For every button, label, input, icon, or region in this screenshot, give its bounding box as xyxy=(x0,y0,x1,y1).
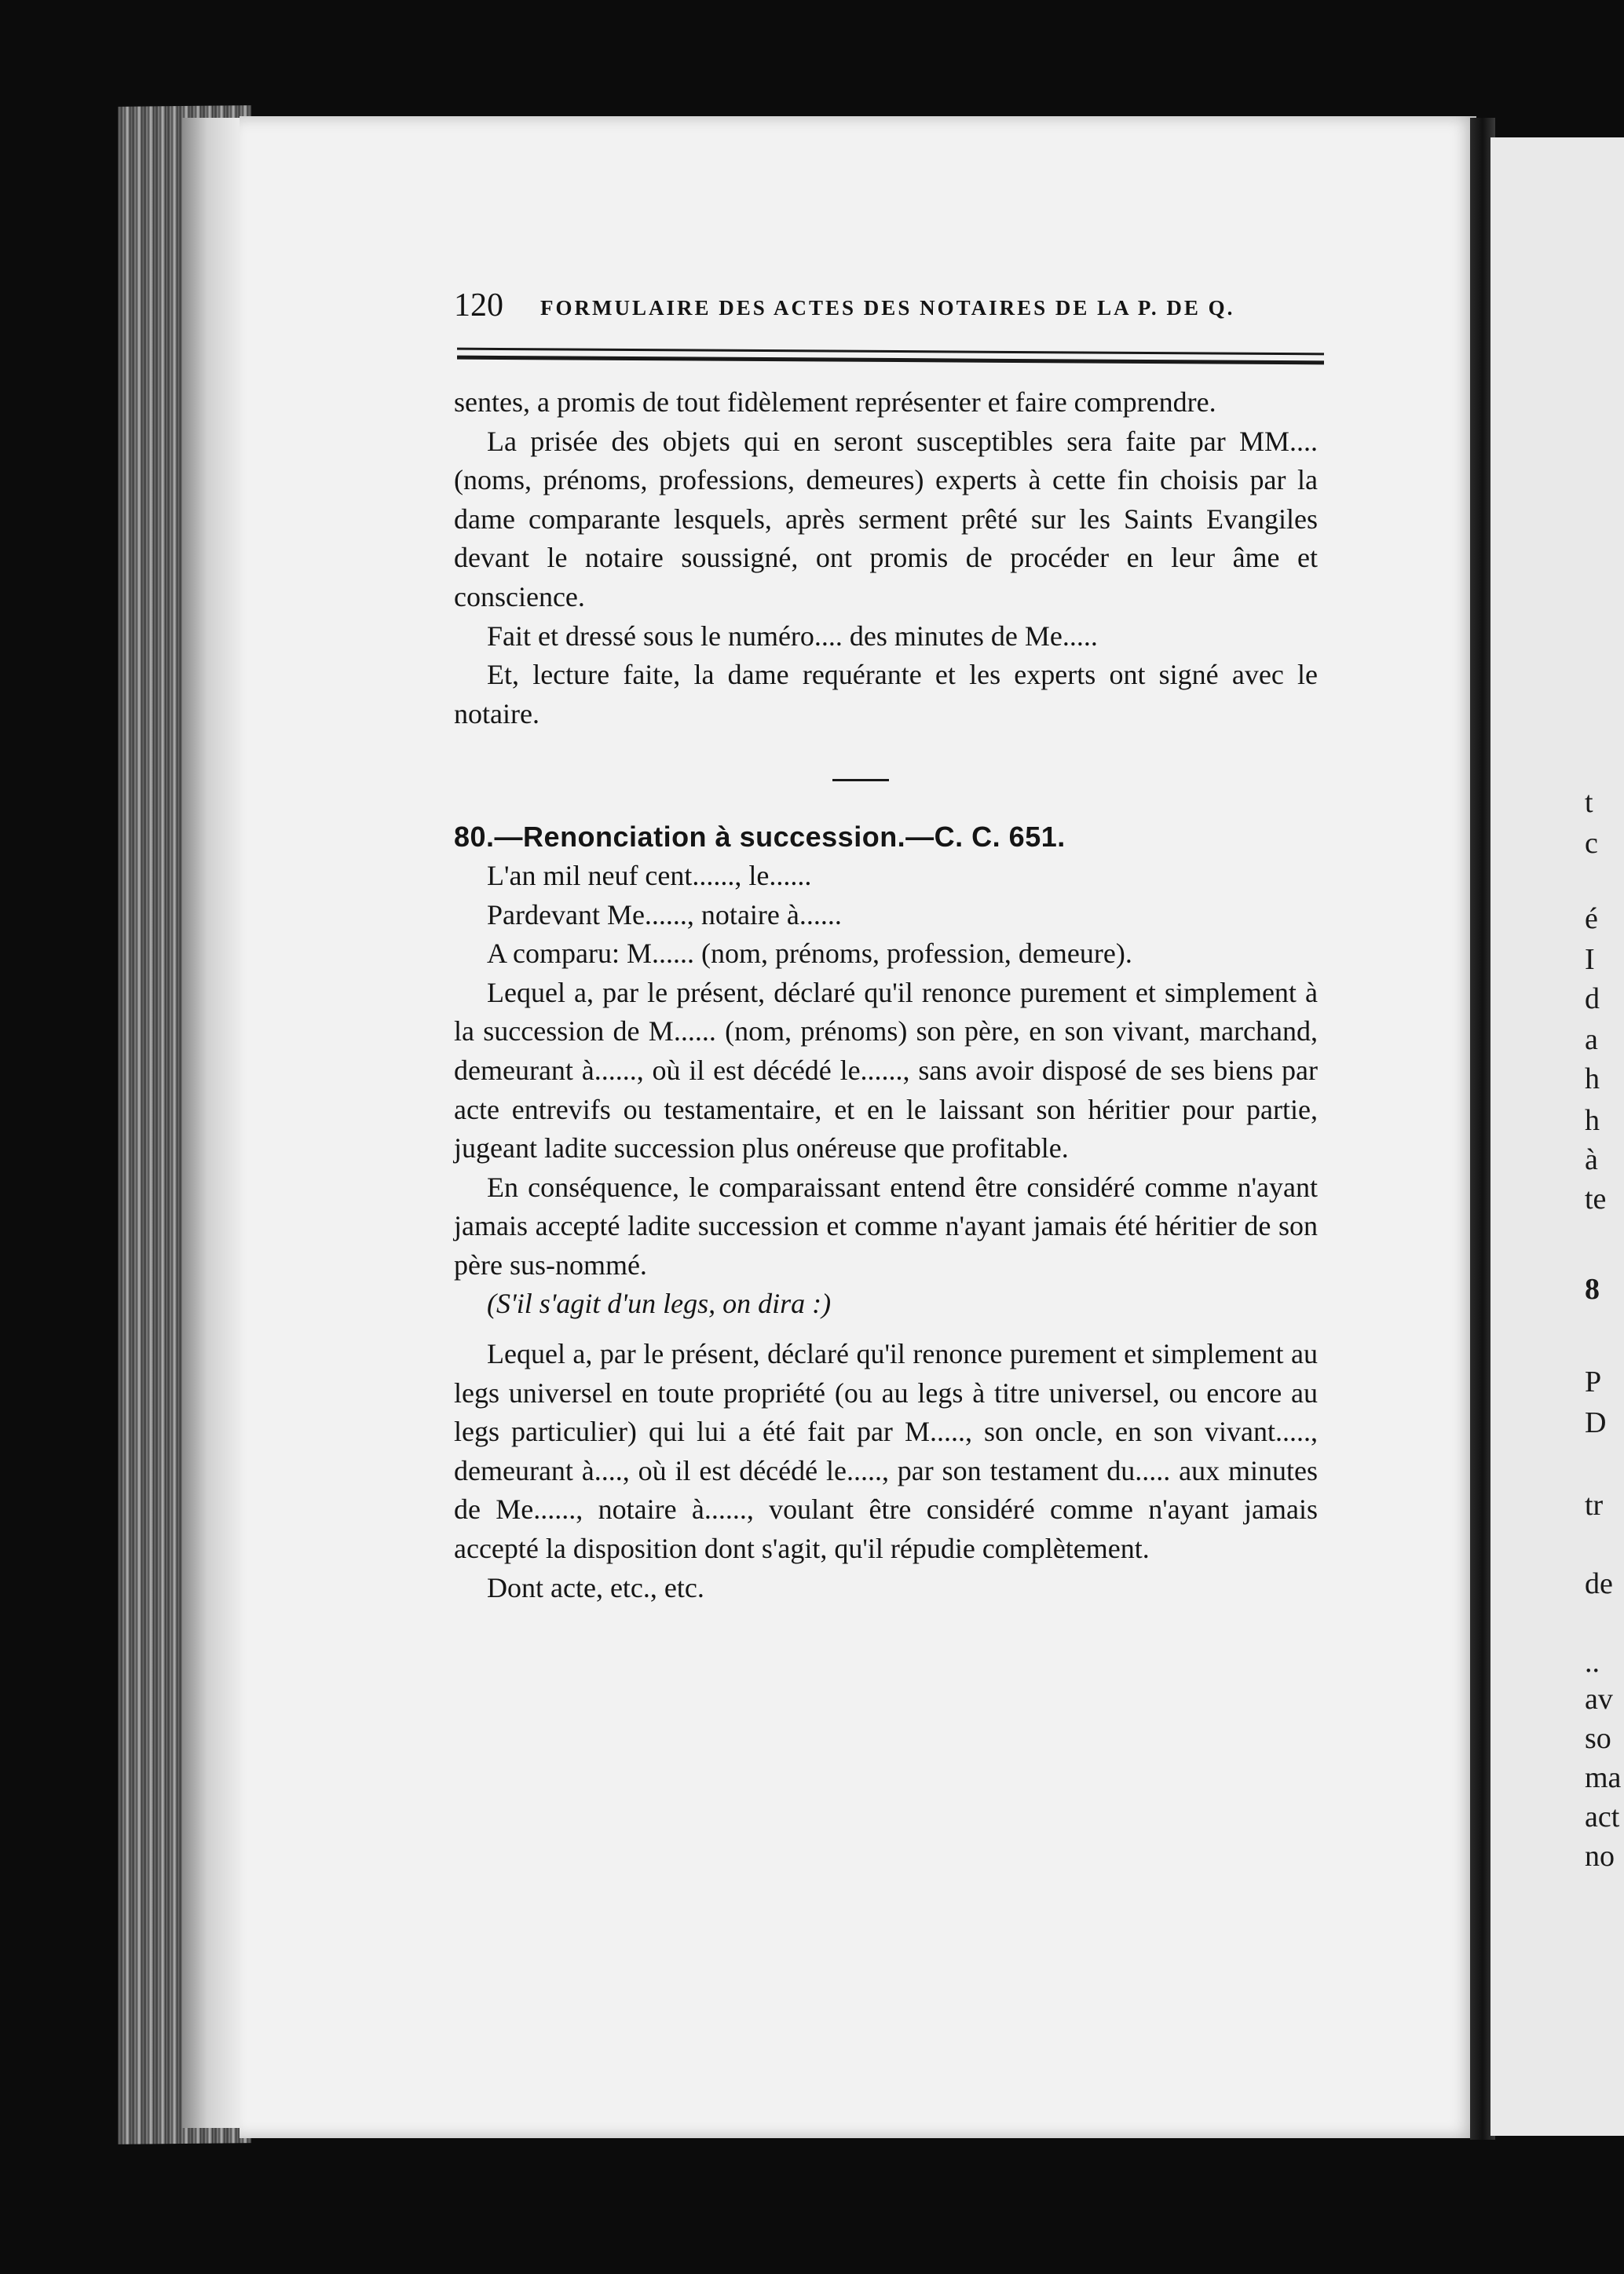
fragment: no xyxy=(1585,1840,1615,1873)
fragment: de xyxy=(1585,1567,1613,1600)
fragment: act xyxy=(1585,1801,1620,1833)
fragment: P xyxy=(1585,1365,1602,1398)
form-line: L'an mil neuf cent......, le...... xyxy=(487,859,812,891)
form-line: A comparu: M...... (nom, prénoms, profession, demeure). xyxy=(487,938,1132,970)
page-stack-edges-light xyxy=(182,118,245,2128)
paragraph: Lequel a, par le présent, déclaré qu'il renonce purement et simplement à la succession de M...... (nom, prénoms) son père, en son vivant, marchand, demeurant à......, où il est décédé le......, sans avoir disposé de ses biens par acte entrevifs ou testamentaire, et en le laissant son héritier pour partie, jugeant ladite succession plus onéreuse que profitable. xyxy=(454,976,1318,1164)
fragment: D xyxy=(1585,1406,1607,1439)
fragment: av xyxy=(1585,1683,1613,1716)
paragraph: Et, lecture faite, la dame requérante et les experts ont signé avec le notaire. xyxy=(454,659,1318,729)
paragraph: Lequel a, par le présent, déclaré qu'il renonce purement et simplement au legs universel en toute propriété (ou au legs à titre universel, ou encore au legs particulier) qui lui a été fait par M....., son oncle, en son vivant....., demeurant à...., où il est décédé le....., par son testament du..... aux minutes de Me......, notaire à......, voulant être considéré comme n'ayant jamais accepté la disposition dont s'agit, qu'il répudie complètement. xyxy=(454,1338,1318,1565)
form-line: Pardevant Me......, notaire à...... xyxy=(487,898,842,930)
paragraph: En conséquence, le comparaissant entend être considéré comme n'ayant jamais accepté ladite succession et comme n'ayant jamais été héritier de son père sus-nommé. xyxy=(454,1171,1318,1281)
paragraph: Dont acte, etc., etc. xyxy=(487,1571,704,1603)
fragment: ma xyxy=(1585,1761,1622,1794)
running-title: FORMULAIRE DES ACTES DES NOTAIRES DE LA P. DE Q. xyxy=(540,296,1235,320)
fragment: 8 xyxy=(1585,1273,1600,1306)
paragraph: La prisée des objets qui en seront susceptibles sera faite par MM.... (noms, prénoms, professions, demeures) experts à cette fin choisis par la dame comparante lesquels, après serment prêté sur les Saints Evangiles devant le notaire soussigné, ont promis de procéder en leur âme et conscience. xyxy=(454,425,1318,612)
section-heading: 80.—Renonciation à succession.—C. C. 651. xyxy=(454,821,1066,854)
fragment: h xyxy=(1585,1062,1600,1095)
paragraph-note: (S'il s'agit d'un legs, on dira :) xyxy=(487,1288,832,1320)
fragment: é xyxy=(1585,902,1598,935)
paragraph: sentes, a promis de tout fidèlement représenter et faire comprendre. xyxy=(454,386,1216,418)
fragment: h xyxy=(1585,1104,1600,1137)
fragment: à xyxy=(1585,1143,1598,1176)
fragment: c xyxy=(1585,827,1598,860)
paragraph: Fait et dressé sous le numéro.... des minutes de Me..... xyxy=(487,620,1098,652)
fragment: a xyxy=(1585,1023,1598,1056)
page-body xyxy=(454,383,1318,1607)
section-separator xyxy=(832,779,889,781)
fragment: te xyxy=(1585,1183,1607,1216)
fragment: t xyxy=(1585,786,1593,819)
fragment: d xyxy=(1585,982,1600,1015)
fragment: .. xyxy=(1585,1646,1600,1679)
facing-page xyxy=(1490,137,1624,2136)
fragment: I xyxy=(1585,943,1595,976)
fragment: tr xyxy=(1585,1489,1604,1522)
page-header xyxy=(454,287,1324,334)
fragment: so xyxy=(1585,1722,1611,1755)
page-number: 120 xyxy=(454,287,503,324)
